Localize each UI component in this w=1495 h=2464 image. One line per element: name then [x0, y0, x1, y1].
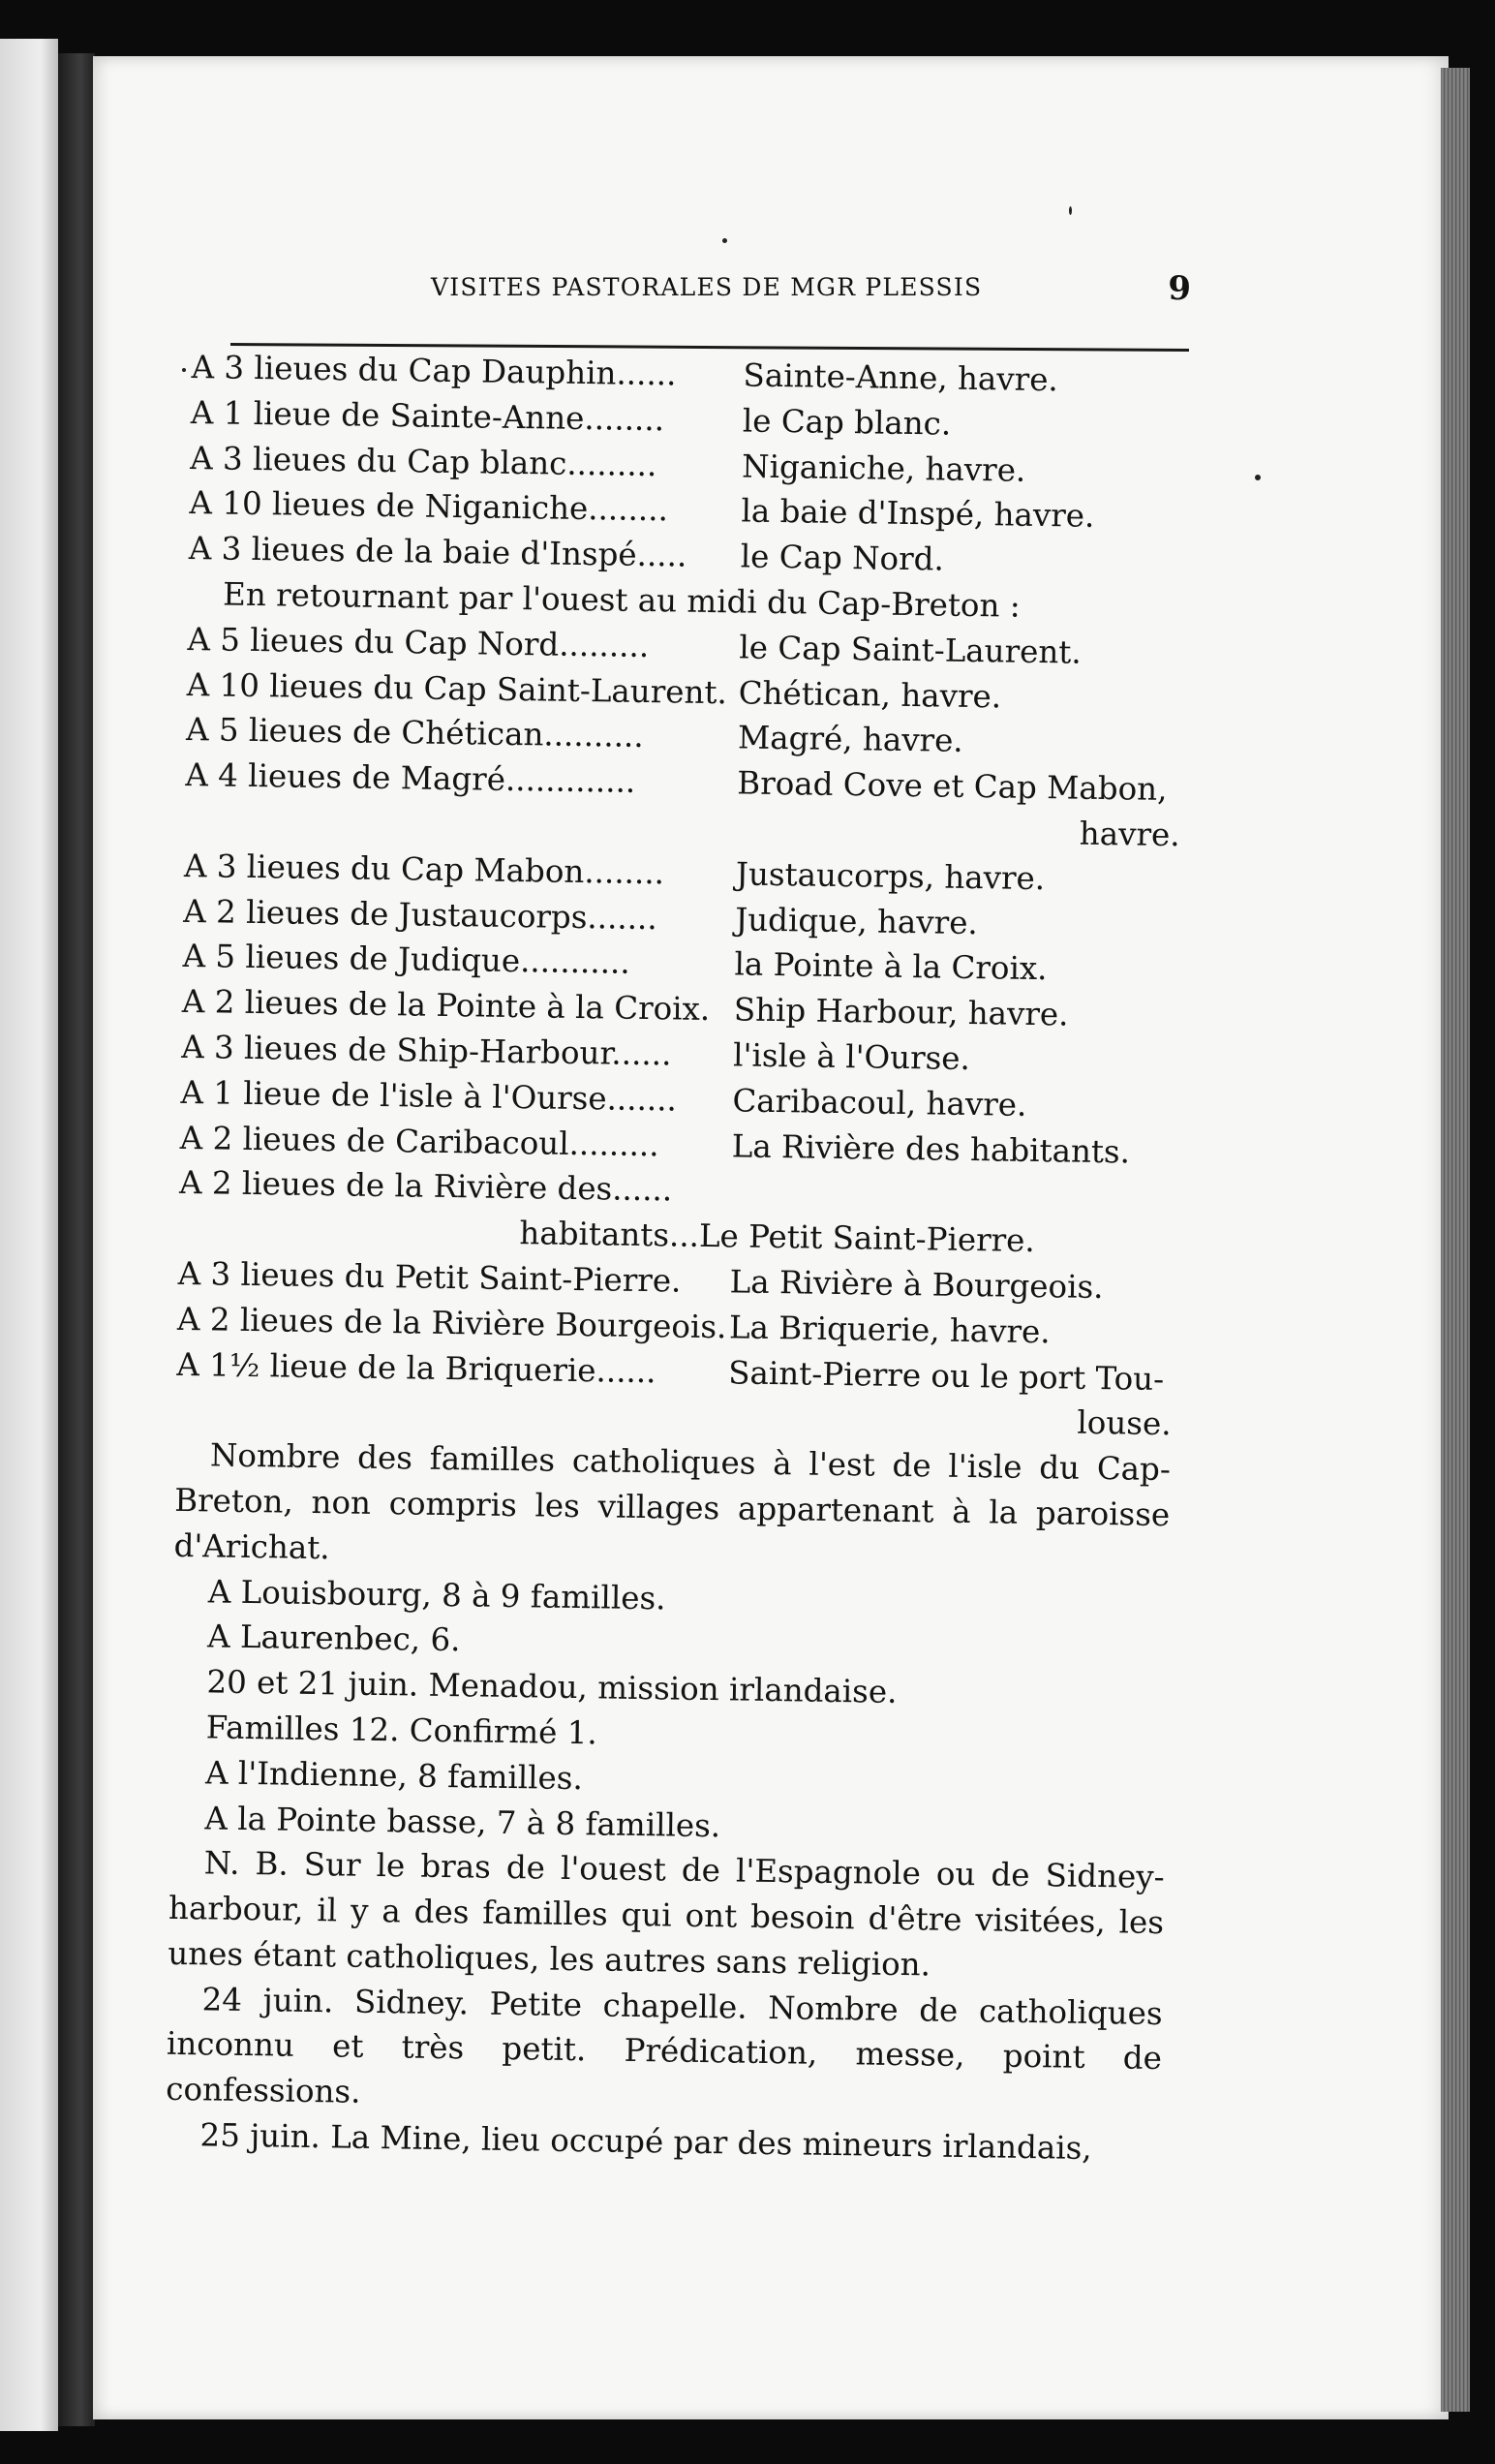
running-title: VISITES PASTORALES DE MGR PLESSIS — [431, 273, 983, 301]
itinerary-from: A 2 lieues de Caribacoul......... — [179, 1119, 659, 1163]
itinerary-from-continued: habitants... — [519, 1215, 700, 1255]
itinerary-to: Le Petit Saint-Pierre. — [698, 1217, 1036, 1260]
itinerary-continuation: louse. — [1077, 1404, 1172, 1443]
itinerary-from: A 1 lieue de l'isle à l'Ourse....... — [180, 1073, 678, 1119]
itinerary-from: A 5 lieues de Chétican.......... — [185, 711, 645, 755]
page-fore-edge — [1441, 68, 1470, 2412]
itinerary-from: A 3 lieues du Petit Saint-Pierre. — [177, 1254, 682, 1300]
itinerary-from: A 4 lieues de Magré............. — [185, 756, 636, 801]
west-route-intro: En retournant par l'ouest au midi du Cap-Breton : — [222, 575, 1022, 625]
itinerary-to: Justaucorps, havre. — [735, 855, 1046, 897]
itinerary-to: La Rivière à Bourgeois. — [729, 1263, 1104, 1307]
text-line: A la Pointe basse, 7 à 8 familles. — [204, 1799, 721, 1844]
text-line: 20 et 21 juin. Menadou, mission irlandaise. — [206, 1663, 898, 1711]
itinerary-to: Niganiche, havre. — [741, 447, 1026, 489]
paragraph: 24 juin. Sidney. Petite chapelle. Nombre de catholiques inconnu et très petit. Prédication, messe, point de confessions. — [165, 1981, 1163, 2111]
itinerary-from: A 2 lieues de Justaucorps....... — [183, 892, 658, 937]
text-line: A l'Indienne, 8 familles. — [204, 1754, 584, 1797]
itinerary-to: La Briquerie, havre. — [728, 1309, 1051, 1350]
itinerary-from: A 3 lieues du Cap Mabon........ — [183, 847, 665, 892]
itinerary-to: le Cap Nord. — [740, 538, 945, 578]
itinerary-from: A 3 lieues de la baie d'Inspé..... — [188, 530, 687, 574]
itinerary-to: le Cap Saint-Laurent. — [739, 629, 1083, 671]
paragraph: N. B. Sur le bras de l'ouest de l'Espagnole ou de Sidney-harbour, il y a des familles qui ont besoin d'être visitées, les unes étant catholiques, les autres sans religion. — [168, 1844, 1165, 1984]
itinerary-to: l'isle à l'Ourse. — [732, 1036, 971, 1077]
itinerary-to: la baie d'Inspé, havre. — [741, 492, 1095, 536]
itinerary-from: A 2 lieues de la Rivière des...... — [178, 1164, 673, 1209]
itinerary-to: Caribacoul, havre. — [732, 1082, 1027, 1124]
itinerary-to: Judique, havre. — [734, 900, 979, 941]
itinerary-from: A 3 lieues du Cap Dauphin...... — [191, 348, 677, 393]
itinerary-to: Saint-Pierre ou le port Tou- — [728, 1353, 1165, 1398]
itinerary-to: Broad Cove et Cap Mabon, — [737, 764, 1168, 809]
ink-speck — [722, 238, 727, 243]
itinerary-from: A 5 lieues du Cap Nord......... — [187, 620, 650, 664]
itinerary-from: A 2 lieues de la Pointe à la Croix. — [181, 983, 711, 1029]
itinerary-to: Chétican, havre. — [738, 673, 1002, 716]
itinerary-continuation: havre. — [1079, 815, 1180, 854]
page-body — [165, 345, 1187, 2172]
ink-speck — [182, 368, 186, 372]
text-line: Familles 12. Confirmé 1. — [205, 1709, 598, 1752]
itinerary-to: La Rivière des habitants. — [731, 1126, 1131, 1171]
itinerary-to: Magré, havre. — [737, 719, 963, 760]
facing-page-edge — [0, 39, 58, 2431]
book-gutter — [58, 53, 95, 2426]
itinerary-from: A 1½ lieue de la Briquerie...... — [176, 1345, 656, 1390]
itinerary-to: la Pointe à la Croix. — [734, 945, 1048, 988]
page-header — [339, 269, 1191, 322]
page-number: 9 — [1168, 269, 1191, 308]
paragraph: 25 juin. La Mine, lieu occupé par des mineurs irlandais, — [199, 2116, 1092, 2168]
itinerary-from: A 2 lieues de la Rivière Bourgeois. — [176, 1300, 727, 1346]
ink-speck — [1255, 475, 1261, 480]
itinerary-to: Ship Harbour, havre. — [733, 991, 1069, 1033]
itinerary-from: A 1 lieue de Sainte-Anne........ — [190, 393, 665, 439]
itinerary-from: A 3 lieues de Ship-Harbour...... — [180, 1028, 672, 1073]
paragraph: Nombre des familles catholiques à l'est de l'isle du Cap-Breton, non compris les villages appartenant à la paroisse d'Arichat. — [173, 1436, 1172, 1566]
itinerary-to: le Cap blanc. — [742, 402, 952, 443]
text-line: A Laurenbec, 6. — [206, 1617, 461, 1659]
itinerary-to: Sainte-Anne, havre. — [743, 356, 1059, 399]
itinerary-from: A 3 lieues du Cap blanc......... — [189, 439, 657, 483]
itinerary-from: A 10 lieues de Niganiche........ — [189, 484, 669, 529]
itinerary-from: A 10 lieues du Cap Saint-Laurent. — [186, 665, 728, 711]
itinerary-from: A 5 lieues de Judique........... — [182, 938, 631, 982]
ink-speck — [1069, 206, 1072, 215]
text-line: A Louisbourg, 8 à 9 familles. — [207, 1572, 666, 1617]
